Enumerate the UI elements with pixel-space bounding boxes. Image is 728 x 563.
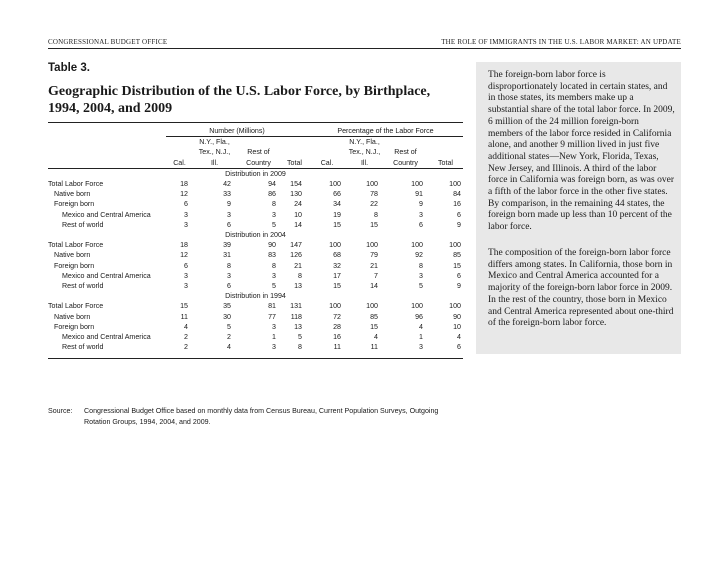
cell-value: 3 (272, 210, 276, 219)
row-label: Native born (54, 251, 91, 260)
cell-value: 6 (227, 282, 231, 291)
source-text: Congressional Budget Office based on monthly data from Census Bureau, Current Population Surveys, Outgoing Rotation Groups, 1994, 2004, and 2009. (84, 407, 439, 426)
cell-value: 2 (184, 333, 188, 342)
cell-value: 100 (329, 241, 341, 250)
sidebar-paragraph: The composition of the foreign-born labor force differs among states. In California, those born in Mexico and Central America accounted for a majority of the foreign-born labor force in 2009. In the rest of the country, those born in Mexico and Central America represented about one-third of the foreign-born labor force. (488, 248, 674, 329)
cell-value: 6 (457, 343, 461, 352)
group-header-row (48, 126, 463, 137)
row-label: Mexico and Central America (62, 333, 151, 342)
table-row (48, 199, 463, 209)
table-row (48, 261, 463, 271)
cell-value: 13 (294, 282, 302, 291)
cell-value: 3 (227, 271, 231, 280)
section-heading: Distribution in 2009 (225, 169, 286, 178)
row-label: Foreign born (54, 200, 95, 209)
col-header: Total (428, 158, 463, 169)
cell-value: 5 (419, 282, 423, 291)
cell-value: 34 (333, 200, 341, 209)
cell-value: 5 (272, 282, 276, 291)
cell-value: 18 (180, 180, 188, 189)
cell-value: 19 (333, 210, 341, 219)
cell-value: 30 (223, 312, 231, 321)
cell-value: 3 (419, 210, 423, 219)
table-title: Geographic Distribution of the U.S. Labor Force, by Birthplace, 1994, 2004, and 2009 (48, 84, 431, 116)
cell-value: 90 (453, 312, 461, 321)
cell-value: 6 (184, 200, 188, 209)
cell-value: 154 (290, 180, 302, 189)
table-bottom-rule (48, 352, 463, 359)
cell-value: 16 (333, 333, 341, 342)
cell-value: 3 (272, 343, 276, 352)
cell-value: 83 (268, 251, 276, 260)
cell-value: 8 (272, 200, 276, 209)
cell-value: 5 (298, 333, 302, 342)
table-row (48, 179, 463, 189)
col-subheader: Rest of (394, 148, 417, 157)
cell-value: 12 (180, 251, 188, 260)
cell-value: 9 (457, 220, 461, 229)
cell-value: 4 (419, 322, 423, 331)
header-rule (48, 48, 681, 49)
table-row (48, 220, 463, 230)
cell-value: 79 (370, 251, 378, 260)
sidebar-paragraph: The foreign-born labor force is disproportionately located in certain states, and in those states, its members make up a substantial share of the total labor force. In 2009, 6 million of the 24 million foreign-born members of the labor force resided in California alone, and another 9 million lived in just five additional states—New York, Florida, Texas, New Jersey, and Illinois. A third of the labor force in California was foreign born, as was over a fifth of the labor force in the other five states. By comparison, in the remaining 44 states, the foreign born made up less than 10 percent of the labor force. (488, 70, 675, 233)
labor-force-table (48, 122, 463, 359)
cell-value: 10 (294, 210, 302, 219)
cell-value: 6 (184, 261, 188, 270)
cell-value: 8 (419, 261, 423, 270)
cell-value: 15 (370, 322, 378, 331)
cell-value: 84 (453, 190, 461, 199)
running-header-right: THE ROLE OF IMMIGRANTS IN THE U.S. LABOR MARKET: AN UPDATE (441, 38, 681, 46)
table-row (48, 271, 463, 281)
row-label: Mexico and Central America (62, 210, 151, 219)
table-row (48, 332, 463, 342)
table-row (48, 240, 463, 250)
cell-value: 32 (333, 261, 341, 270)
source-label: Source: (48, 407, 73, 415)
cell-value: 77 (268, 312, 276, 321)
cell-value: 1 (272, 333, 276, 342)
cell-value: 100 (411, 302, 423, 311)
cell-value: 10 (453, 322, 461, 331)
cell-value: 5 (227, 322, 231, 331)
section-heading-row (48, 291, 463, 301)
cell-value: 100 (449, 180, 461, 189)
section-heading-row (48, 168, 463, 179)
cell-value: 39 (223, 241, 231, 250)
col-header: Country (236, 158, 281, 169)
cell-value: 100 (411, 180, 423, 189)
cell-value: 3 (419, 343, 423, 352)
cell-value: 100 (449, 241, 461, 250)
cell-value: 12 (180, 190, 188, 199)
row-label: Foreign born (54, 261, 95, 270)
row-label: Foreign born (54, 322, 95, 331)
sub-header-row-1 (48, 137, 463, 148)
cell-value: 6 (419, 220, 423, 229)
cell-value: 11 (333, 343, 341, 352)
cell-value: 15 (333, 282, 341, 291)
cell-value: 4 (184, 322, 188, 331)
cell-value: 3 (184, 210, 188, 219)
cell-value: 118 (290, 312, 302, 321)
cell-value: 15 (333, 220, 341, 229)
cell-value: 92 (415, 251, 423, 260)
cell-value: 100 (366, 302, 378, 311)
cell-value: 130 (290, 190, 302, 199)
cell-value: 8 (298, 271, 302, 280)
cell-value: 3 (227, 210, 231, 219)
cell-value: 3 (419, 271, 423, 280)
row-label: Total Labor Force (48, 302, 104, 311)
cell-value: 13 (294, 322, 302, 331)
cell-value: 96 (415, 312, 423, 321)
cell-value: 3 (184, 220, 188, 229)
col-header: Cal. (308, 158, 346, 169)
cell-value: 14 (294, 220, 302, 229)
col-subheader: N.Y., Fla., (349, 138, 380, 147)
table-row (48, 250, 463, 260)
cell-value: 5 (272, 220, 276, 229)
cell-value: 131 (290, 302, 302, 311)
section-heading-row (48, 230, 463, 240)
row-label: Total Labor Force (48, 241, 104, 250)
cell-value: 4 (227, 343, 231, 352)
group-header-percentage: Percentage of the Labor Force (308, 126, 463, 137)
cell-value: 6 (457, 271, 461, 280)
cell-value: 78 (370, 190, 378, 199)
sidebar-summary-box (476, 62, 681, 354)
col-header: Total (281, 158, 308, 169)
cell-value: 11 (180, 312, 188, 321)
cell-value: 85 (370, 312, 378, 321)
cell-value: 94 (268, 180, 276, 189)
cell-value: 126 (290, 251, 302, 260)
col-header: Ill. (193, 158, 236, 169)
cell-value: 4 (374, 333, 378, 342)
table-row (48, 189, 463, 199)
cell-value: 9 (419, 200, 423, 209)
running-header-left: CONGRESSIONAL BUDGET OFFICE (48, 38, 168, 46)
cell-value: 18 (180, 241, 188, 250)
cell-value: 15 (180, 302, 188, 311)
cell-value: 85 (453, 251, 461, 260)
cell-value: 100 (411, 241, 423, 250)
cell-value: 21 (370, 261, 378, 270)
col-subheader: Rest of (247, 148, 270, 157)
cell-value: 9 (457, 282, 461, 291)
cell-value: 9 (227, 200, 231, 209)
cell-value: 17 (333, 271, 341, 280)
cell-value: 2 (227, 333, 231, 342)
column-header-row (48, 158, 463, 169)
cell-value: 16 (453, 200, 461, 209)
col-header: Ill. (346, 158, 383, 169)
table-row (48, 281, 463, 291)
cell-value: 8 (227, 261, 231, 270)
cell-value: 31 (223, 251, 231, 260)
cell-value: 7 (374, 271, 378, 280)
cell-value: 14 (370, 282, 378, 291)
col-subheader: Tex., N.J., (198, 148, 231, 157)
cell-value: 6 (227, 220, 231, 229)
table-row (48, 312, 463, 322)
cell-value: 86 (268, 190, 276, 199)
cell-value: 68 (333, 251, 341, 260)
table-label: Table 3. (48, 62, 90, 74)
cell-value: 1 (419, 333, 423, 342)
cell-value: 6 (457, 210, 461, 219)
cell-value: 100 (366, 241, 378, 250)
cell-value: 24 (294, 200, 302, 209)
table-row (48, 210, 463, 220)
cell-value: 3 (272, 322, 276, 331)
cell-value: 72 (333, 312, 341, 321)
section-heading: Distribution in 1994 (225, 292, 286, 301)
cell-value: 66 (333, 190, 341, 199)
sub-header-row-2 (48, 147, 463, 157)
cell-value: 91 (415, 190, 423, 199)
cell-value: 147 (290, 241, 302, 250)
cell-value: 42 (223, 180, 231, 189)
cell-value: 8 (272, 261, 276, 270)
row-label: Mexico and Central America (62, 271, 151, 280)
cell-value: 3 (272, 271, 276, 280)
col-header: Country (383, 158, 428, 169)
cell-value: 2 (184, 343, 188, 352)
cell-value: 3 (184, 271, 188, 280)
cell-value: 90 (268, 241, 276, 250)
cell-value: 35 (223, 302, 231, 311)
group-header-number: Number (Millions) (166, 126, 308, 137)
row-label: Rest of world (62, 282, 104, 291)
table-row (48, 342, 463, 352)
cell-value: 100 (449, 302, 461, 311)
cell-value: 8 (298, 343, 302, 352)
col-subheader: Tex., N.J., (348, 148, 381, 157)
col-subheader: N.Y., Fla., (199, 138, 230, 147)
col-header: Cal. (166, 158, 193, 169)
cell-value: 11 (370, 343, 378, 352)
cell-value: 15 (453, 261, 461, 270)
section-heading: Distribution in 2004 (225, 231, 286, 240)
row-label: Total Labor Force (48, 180, 104, 189)
row-label: Native born (54, 312, 91, 321)
table-row (48, 301, 463, 311)
cell-value: 15 (370, 220, 378, 229)
cell-value: 21 (294, 261, 302, 270)
cell-value: 100 (329, 302, 341, 311)
cell-value: 100 (329, 180, 341, 189)
cell-value: 4 (457, 333, 461, 342)
row-label: Native born (54, 190, 91, 199)
cell-value: 81 (268, 302, 276, 311)
cell-value: 33 (223, 190, 231, 199)
cell-value: 22 (370, 200, 378, 209)
cell-value: 3 (184, 282, 188, 291)
cell-value: 28 (333, 322, 341, 331)
cell-value: 100 (366, 180, 378, 189)
cell-value: 8 (374, 210, 378, 219)
row-label: Rest of world (62, 343, 104, 352)
row-label: Rest of world (62, 220, 104, 229)
table-row (48, 322, 463, 332)
